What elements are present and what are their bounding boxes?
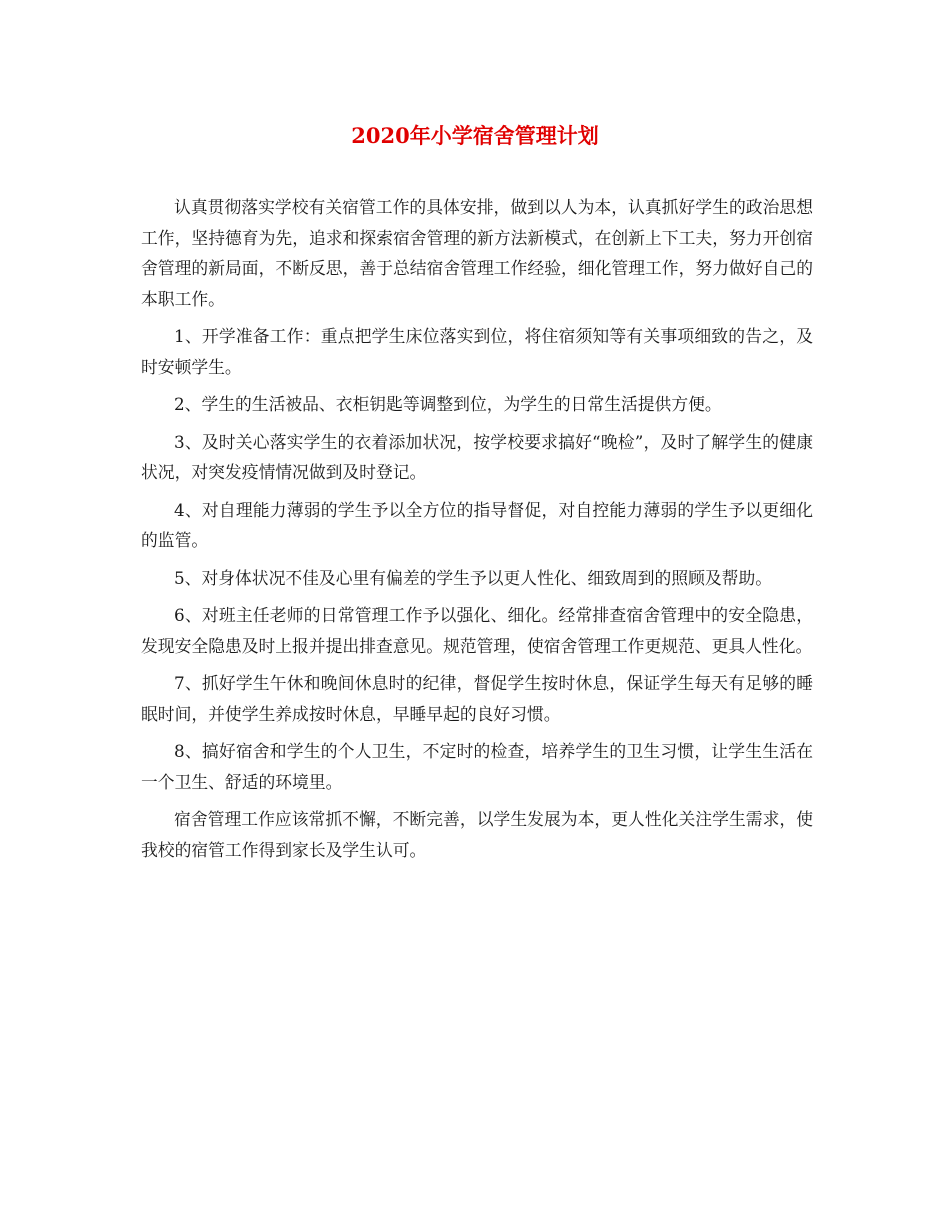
- closing-paragraph: 宿舍管理工作应该常抓不懈，不断完善，以学生发展为本，更人性化关注学生需求，使我校的宿管工作得到家长及学生认可。: [141, 809, 813, 860]
- document-body: [141, 192, 813, 872]
- list-item-2: 2、学生的生活被品、衣柜钥匙等调整到位，为学生的日常生活提供方便。: [174, 394, 722, 414]
- list-item-7: 7、抓好学生午休和晚间休息时的纪律，督促学生按时休息，保证学生每天有足够的睡眠时间，并使学生养成按时休息，早睡早起的良好习惯。: [141, 673, 813, 724]
- page-title: 2020年小学宿舍管理计划: [351, 123, 599, 148]
- intro-paragraph: 认真贯彻落实学校有关宿管工作的具体安排，做到以人为本，认真抓好学生的政治思想工作，坚持德育为先，追求和探索宿舍管理的新方法新模式，在创新上下工夫，努力开创宿舍管理的新局面，不断反思，善于总结宿舍管理工作经验，细化管理工作，努力做好自己的本职工作。: [141, 197, 813, 309]
- list-item-4: 4、对自理能力薄弱的学生予以全方位的指导督促，对自控能力薄弱的学生予以更细化的监管。: [141, 499, 813, 550]
- list-item-1: 1、开学准备工作：重点把学生床位落实到位，将住宿须知等有关事项细致的告之，及时安顿学生。: [141, 326, 813, 377]
- list-item-3: 3、及时关心落实学生的衣着添加状况，按学校要求搞好“晚检”，及时了解学生的健康状况，对突发疫情情况做到及时登记。: [141, 431, 813, 482]
- list-item-6: 6、对班主任老师的日常管理工作予以强化、细化。经常排查宿舍管理中的安全隐患，发现安全隐患及时上报并提出排查意见。规范管理，使宿舍管理工作更规范、更具人性化。: [141, 605, 813, 656]
- list-item-5: 5、对身体状况不佳及心里有偏差的学生予以更人性化、细致周到的照顾及帮助。: [174, 567, 773, 588]
- list-item-8: 8、搞好宿舍和学生的个人卫生，不定时的检查，培养学生的卫生习惯，让学生生活在一个卫生、舒适的环境里。: [141, 741, 813, 792]
